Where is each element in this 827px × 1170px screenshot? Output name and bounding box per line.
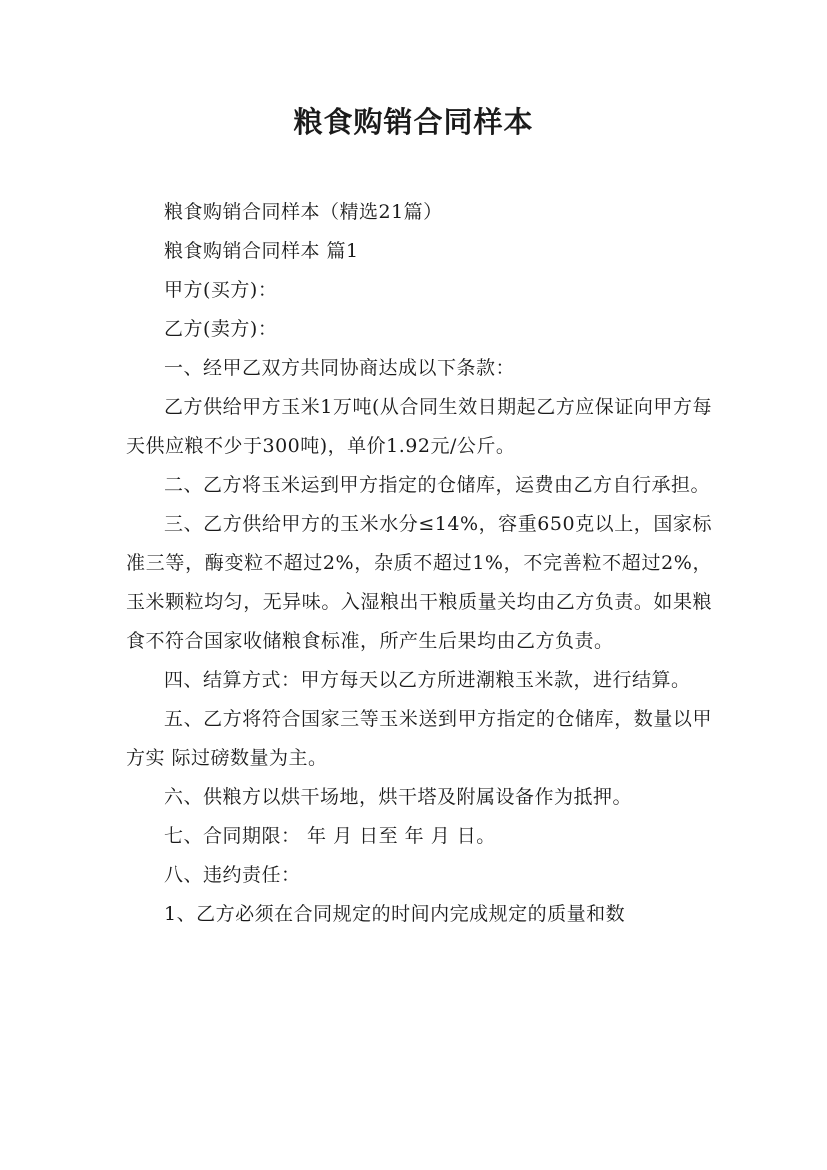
document-title: 粮食购销合同样本 [293, 105, 534, 139]
paragraph-clause-6: 六、供粮方以烘干场地，烘干塔及附属设备作为抵押。 [164, 786, 633, 808]
paragraph-clause-7: 七、合同期限： 年 月 日至 年 月 日。 [164, 825, 496, 847]
paragraph-party-a: 甲方(买方)： [164, 279, 278, 301]
paragraph-clause-8: 八、违约责任： [164, 864, 301, 886]
paragraph-party-b: 乙方(卖方)： [164, 318, 278, 340]
paragraph-supply-terms: 乙方供给甲方玉米1万吨(从合同生效日期起乙方应保证向甲方每天供应粮不少于300吨)，单价1.92元/公斤。 [126, 396, 712, 457]
paragraph-clause-1: 一、经甲乙双方共同协商达成以下条款： [164, 357, 516, 379]
paragraph-clause-3: 三、乙方供给甲方的玉米水分≤14%，容重650克以上，国家标准三等，酶变粒不超过2%，杂质不超过1%，不完善粒不超过2%，玉米颗粒均匀，无异味。入湿粮出干粮质量关均由乙方负责。如果粮食不符合国家收储粮食标准，所产生后果均由乙方负责。 [126, 513, 712, 652]
paragraph-clause-2: 二、乙方将玉米运到甲方指定的仓储库，运费由乙方自行承担。 [164, 474, 711, 496]
paragraph-clause-4: 四、结算方式：甲方每天以乙方所进潮粮玉米款，进行结算。 [164, 669, 691, 691]
document-body [126, 193, 712, 934]
paragraph-section-heading: 粮食购销合同样本 篇1 [164, 240, 359, 262]
paragraph-subtitle: 粮食购销合同样本（精选21篇） [164, 201, 443, 223]
paragraph-item-1: 1、乙方必须在合同规定的时间内完成规定的质量和数 [164, 903, 626, 925]
paragraph-clause-5: 五、乙方将符合国家三等玉米送到甲方指定的仓储库，数量以甲方实 际过磅数量为主。 [126, 708, 712, 769]
